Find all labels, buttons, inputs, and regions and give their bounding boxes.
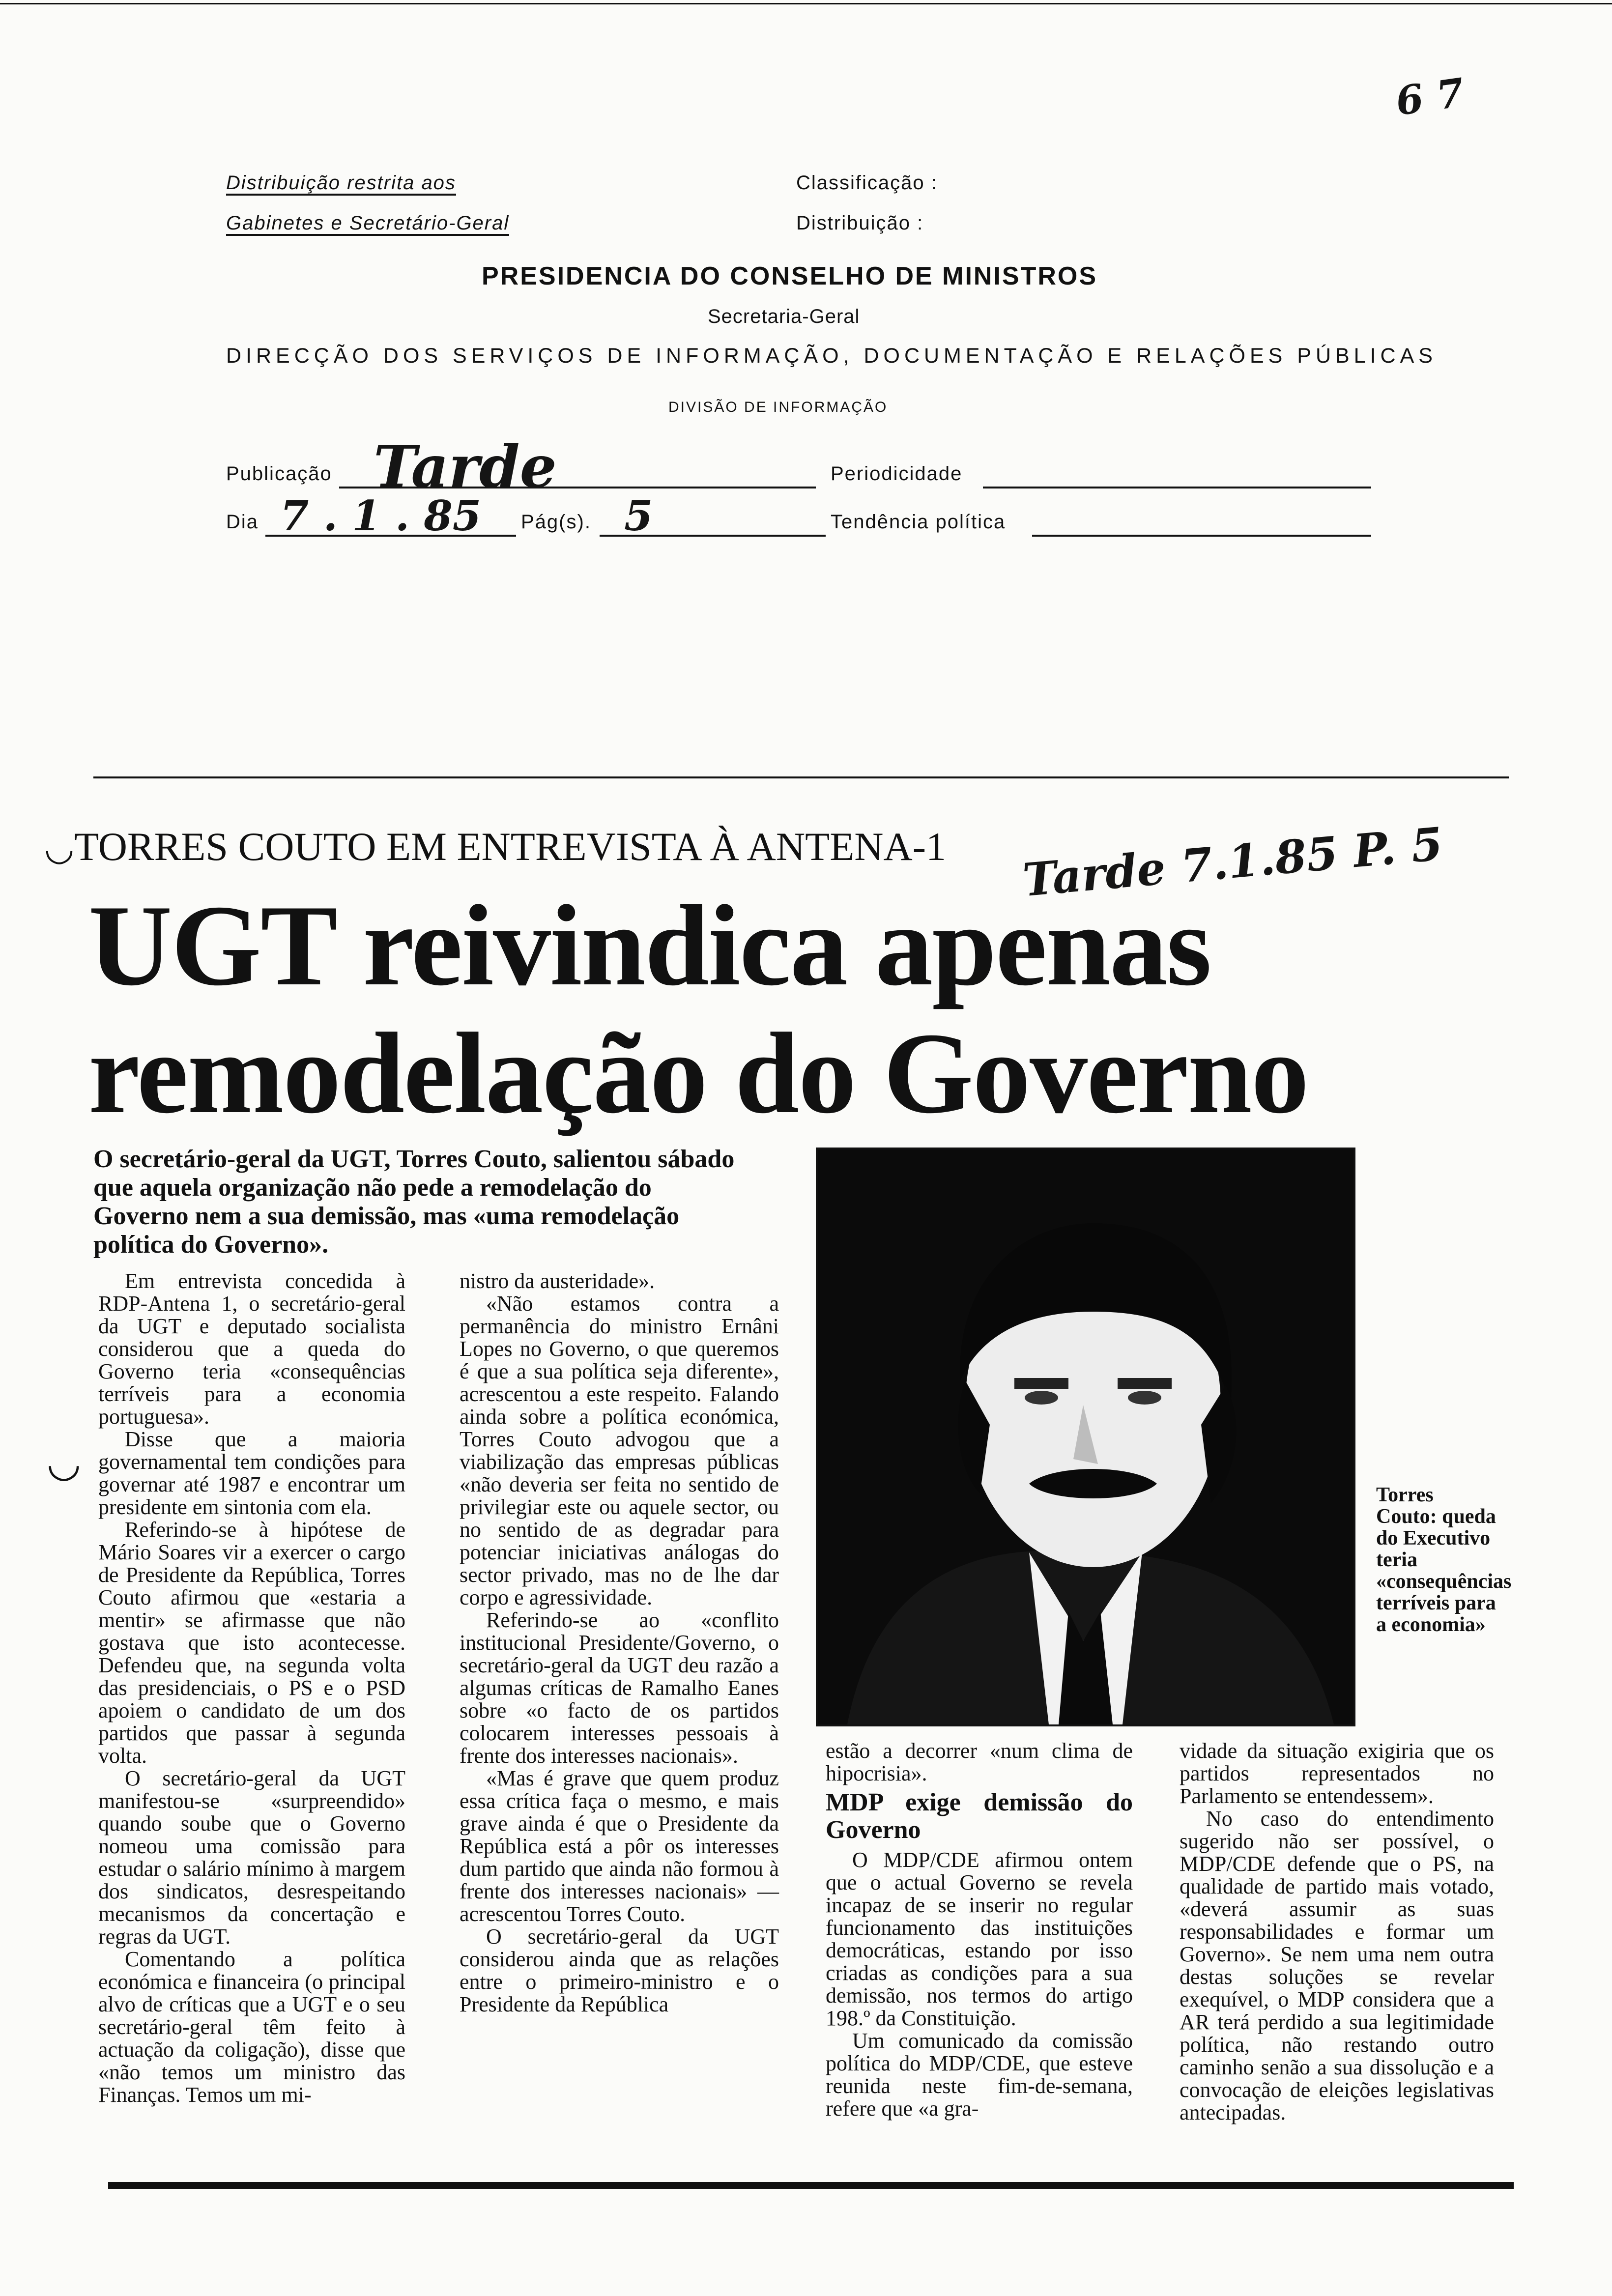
- portrait-illustration: [818, 1149, 1353, 1724]
- restricted-line-2: Gabinetes e Secretário-Geral: [226, 212, 509, 234]
- col1-paragraph-5: Comentando a política económica e financeira (o principal alvo de críticas que a UGT e o seu secretário-geral têm feito à actuação da coligação), disse que «não temos um ministro das Finanças. Temos um mi-: [98, 1947, 405, 2107]
- col3-continuation: estão a decorrer «num clima de hipocrisia».: [826, 1739, 1133, 1785]
- org-title: PRESIDENCIA DO CONSELHO DE MINISTROS: [482, 262, 1098, 290]
- restricted-line-1: Distribuição restrita aos: [226, 172, 456, 194]
- col1-paragraph-1: Em entrevista concedida à RDP-Antena 1, o secretário-geral da UGT e deputado socialista considerou que a queda do Governo teria «consequências terríveis para a economia portuguesa».: [98, 1269, 405, 1429]
- col2-paragraph-2: Referindo-se ao «conflito institucional Presidente/Governo, o secretário-geral da UGT deu razão a algumas críticas de Ramalho Eanes sobre «o facto de os partidos colocarem interesses pessoais à frente dos interesses nacionais».: [460, 1608, 779, 1768]
- article-kicker: ◡TORRES COUTO EM ENTREVISTA À ANTENA-1: [44, 824, 947, 869]
- pages-value: 5: [624, 491, 653, 540]
- periodicity-label: Periodicidade: [831, 463, 963, 485]
- pages-label: Pág(s).: [521, 511, 591, 533]
- photo-caption: Torres Couto: queda do Executivo teria «consequências terríveis para a economia»: [1376, 1484, 1512, 1636]
- classification-label: Classificação :: [796, 172, 938, 194]
- org-subtitle: Secretaria-Geral: [708, 306, 860, 327]
- col1-paragraph-3: Referindo-se à hipótese de Mário Soares vir a exercer o cargo de Presidente da República, Torres Couto afirmou que «estaria a mentir» se afirmasse que não gostava que isto acontecesse. Defendeu que, na segunda volta das presidenciais, o PS e o PSD apoiem o candidato de um dos partidos que passar à segunda volta.: [98, 1518, 405, 1768]
- col3-paragraph-2: Um comunicado da comissão política do MDP/CDE, que esteve reunida neste fim-de-semana, refere que «a gra-: [826, 2029, 1133, 2121]
- col2-paragraph-1: «Não estamos contra a permanência do ministro Ernâni Lopes no Governo, o que queremos é que a sua política seja diferente», acrescentou a este respeito. Falando ainda sobre a política económica, Torres Couto advogou que a viabilização das empresas públicas «não deveria ser feita no sentido de privilegiar este ou aquele sector, ou no sentido de as degradar para potenciar iniciativas análogas do sector privado, mas no de lhe dar corpo e agressividade.: [460, 1292, 779, 1609]
- column-1: [98, 1270, 405, 2106]
- division: DIVISÃO DE INFORMAÇÃO: [668, 399, 888, 415]
- column-4: [1180, 1740, 1494, 2124]
- headline-line-2: remodelação do Governo: [88, 1009, 1308, 1138]
- tendency-line: [1032, 535, 1371, 537]
- publication-label: Publicação: [226, 463, 332, 485]
- col3-paragraph-1: O MDP/CDE afirmou ontem que o actual Governo se revela incapaz de se inserir no regular funcionamento das instituições democráticas, estando por isso criadas as condições para a sua demissão, nos termos do artigo 198.º da Constituição.: [826, 1848, 1133, 2030]
- page-top-edge: [0, 3, 1612, 4]
- handwritten-reference: Tarde 7.1.85 P. 5: [1020, 817, 1445, 907]
- col4-paragraph-1: No caso do entendimento sugerido não ser possível, o MDP/CDE defende que o PS, na qualidade de partido mais votado, «deverá assumir as suas responsabilidades e formar um Governo». Se nem uma nem outra destas soluções se revelar exequível, o MDP considera que a AR terá perdido a sua legitimidade política, não restando outro caminho senão a sua dissolução e a convocação de eleições legislativas antecipadas.: [1180, 1807, 1494, 2124]
- publication-value: Tarde: [374, 432, 557, 501]
- article-lead: O secretário-geral da UGT, Torres Couto, salientou sábado que aquela organização não pede a remodelação do Governo nem a sua demissão, mas «uma remodelação política do Governo».: [93, 1145, 735, 1259]
- mdp-subhead: MDP exige demissão do Governo: [826, 1788, 1133, 1844]
- day-value: 7 . 1 . 85: [280, 491, 482, 540]
- col4-continuation: vidade da situação exigiria que os partidos representados no Parlamento se entendessem».: [1180, 1739, 1494, 1808]
- periodicity-line: [983, 487, 1371, 488]
- col2-continuation: nistro da austeridade».: [460, 1269, 655, 1293]
- corner-note: 6 7: [1393, 69, 1468, 125]
- day-label: Dia: [226, 511, 259, 533]
- tendency-label: Tendência política: [831, 511, 1006, 533]
- margin-bracket-mark: ◡: [47, 1442, 81, 1485]
- clipping-top-rule: [93, 776, 1509, 778]
- torres-couto-photo: [816, 1148, 1355, 1726]
- distribution-label: Distribuição :: [796, 212, 924, 234]
- col2-paragraph-3: «Mas é grave que quem produz essa crítica faça o mesmo, e mais grave ainda é que o Presidente da República está a pôr os interesses dum partido que ainda não formou à frente dos interesses nacionais» — acrescentou Torres Couto.: [460, 1766, 779, 1926]
- col2-paragraph-4: O secretário-geral da UGT considerou ainda que as relações entre o primeiro-ministro e o Presidente da República: [460, 1924, 779, 2016]
- column-3: [826, 1740, 1133, 2120]
- headline-line-1: UGT reivindica apenas: [88, 882, 1211, 1010]
- directorate: DIRECÇÃO DOS SERVIÇOS DE INFORMAÇÃO, DOCUMENTAÇÃO E RELAÇÕES PÚBLICAS: [226, 344, 1437, 368]
- col1-paragraph-4: O secretário-geral da UGT manifestou-se «surpreendido» quando soube que o Governo nomeou uma comissão para estudar o salário mínimo à margem dos sindicatos, desrespeitando mecanismos da concertação e regras da UGT.: [98, 1766, 405, 1949]
- col1-paragraph-2: Disse que a maioria governamental tem condições para governar até 1987 e encontrar um presidente em sintonia com ela.: [98, 1427, 405, 1519]
- column-2: [460, 1270, 779, 2016]
- clipping-bottom-rule: [108, 2182, 1514, 2189]
